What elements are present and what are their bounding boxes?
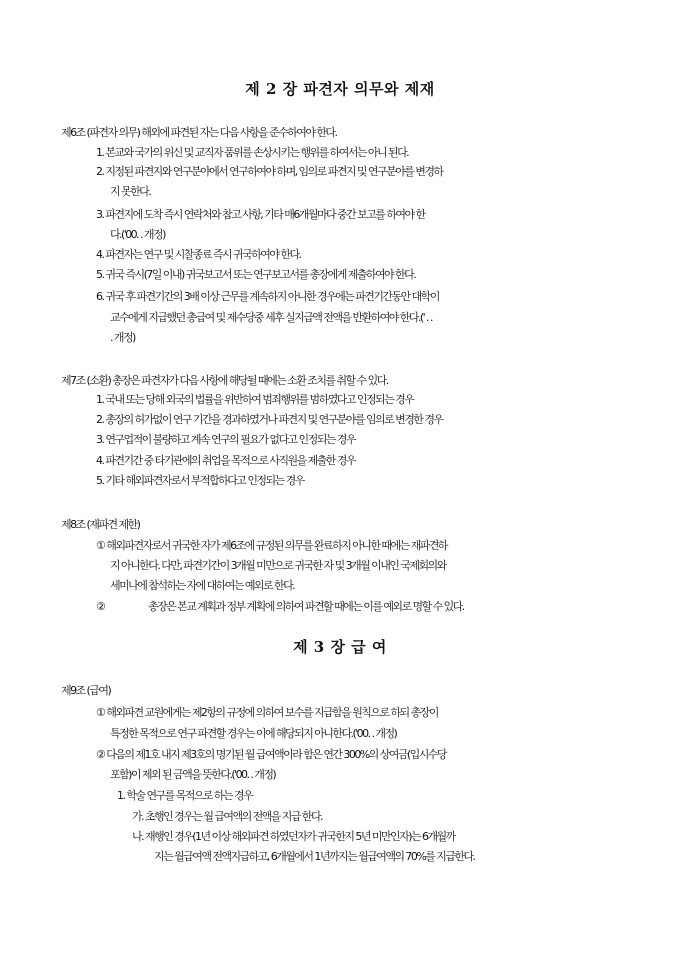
article-7-heading: 제7조 (소환) 총장은 파견자가 다음 사항에 해당될 때에는 소환 조치를 취할 수 있다.	[61, 374, 388, 387]
article-6-item-6: 6. 귀국 후 파견기간의 3배 이상 근무를 계속하지 아니한 경우에는 파견기간동안 대학이	[96, 290, 439, 303]
chapter-3-title: 제 3 장 급 여	[293, 638, 387, 656]
article-6-item-2-cont: 지 못한다.	[110, 185, 151, 198]
article-8-para-1-cont2: 세미나에 참석하는 자에 대하여는 예외로 한다.	[110, 579, 295, 592]
article-7-item-4: 4. 파견기간 중 타기관에의 취업을 목적으로 사직원을 제출한 경우	[96, 454, 355, 467]
article-9-para-1: ① 해외파견 교원에게는 제2항의 규정에 의하여 보수를 지급함을 원칙으로 하되 총장이	[96, 706, 438, 719]
article-9-heading: 제9조 (급여)	[61, 684, 111, 697]
article-9-item-1-na-cont: 지는 월급여액 전액지급하고, 6개월에서 1년까지는 월급여액의 70%를 지급한다.	[154, 850, 475, 863]
article-9-item-1: 1. 학술 연구를 목적으로 하는 경우	[117, 789, 253, 802]
article-8-heading: 제8조 (재파견 제한)	[61, 518, 140, 531]
article-9-para-1-cont: 특정한 목적으로 연구 파견할 경우는 이에 해당되지 아니한다.('00. . 개정)	[110, 727, 397, 740]
article-6-item-3: 3. 파견지에 도착 즉시 연락처와 참고 사항, 기타 매6개월마다 중간 보고를 하여야 한	[96, 208, 425, 221]
article-6-item-5: 5. 귀국 즉시(7일 이내) 귀국보고서 또는 연구보고서를 총장에게 제출하여야 한다.	[96, 268, 416, 281]
article-7-item-2: 2. 총장의 허가없이 연구 기간을 경과하였거나 파견지 및 연구분야를 임의로 변경한 경우	[96, 413, 443, 426]
article-7-item-3: 3. 연구업적이 불량하고 계속 연구의 필요가 없다고 인정되는 경우	[96, 433, 355, 446]
article-6-heading: 제6조 (파견자 의무) 해외에 파견된 자는 다음 사항을 준수하여야 한다.	[61, 126, 337, 139]
article-8-para-1-cont: 지 아니한다. 다만, 파견기간이 3개월 미만으로 귀국한 자 및 3개월 이내인 국제회의와	[110, 559, 446, 572]
article-9-item-1-ga: 가. 초행인 경우는 월 급여액의 전액을 지급 한다.	[132, 810, 322, 823]
chapter-2-title: 제 2 장 파견자 의무와 제재	[245, 80, 435, 98]
article-6-item-6-cont2: . 개정)	[110, 331, 135, 344]
article-9-para-2-cont: 포함)이 제외 된 금액을 뜻한다.('00. . 개정)	[110, 768, 276, 781]
article-6-item-3-cont: 다.('00. . 개정)	[110, 228, 165, 241]
article-8-para-2-marker: ②	[96, 600, 105, 613]
article-6-item-1: 1. 본교와 국가의 위신 및 교직자 품위를 손상시키는 행위를 하여서는 아니 된다.	[96, 146, 409, 159]
article-8-para-2: 총장은 본교 계획과 정부 계획에 의하여 파견할 때에는 이를 예외로 명할 수 있다.	[148, 600, 464, 613]
article-7-item-5: 5. 기타 해외파견자로서 부적합하다고 인정되는 경우	[96, 474, 304, 487]
article-9-para-2: ② 다음의 제1호 내지 제3호의 명기된 월 급여액이라 함은 연간 300%의 상여금(입시수당	[96, 748, 446, 761]
article-6-item-2: 2. 지정된 파견지와 연구분야에서 연구하여야 하며, 임의로 파견지 및 연구분야를 변경하	[96, 165, 443, 178]
article-6-item-4: 4. 파견자는 연구 및 시찰종료 즉시 귀국하여야 한다.	[96, 248, 301, 261]
article-8-para-1: ① 해외파견자로서 귀국한 자가 제6조에 규정된 의무를 완료하지 아니한 때에는 재파견하	[96, 539, 447, 552]
article-9-item-1-na: 나. 재행인 경우(1년 이상 해외파견 하였던자가 귀국한지 5년 미만인자)는 6개월까	[132, 830, 455, 843]
article-7-item-1: 1. 국내 또는 당해 외국의 법률을 위반하여 범죄행위를 범하였다고 인정되는 경우	[96, 393, 414, 406]
article-6-item-6-cont: 교수에게 지급했던 총급여 및 제수당중 세후 실지급액 전액을 반환하여야 한다.(' . .	[110, 311, 432, 324]
